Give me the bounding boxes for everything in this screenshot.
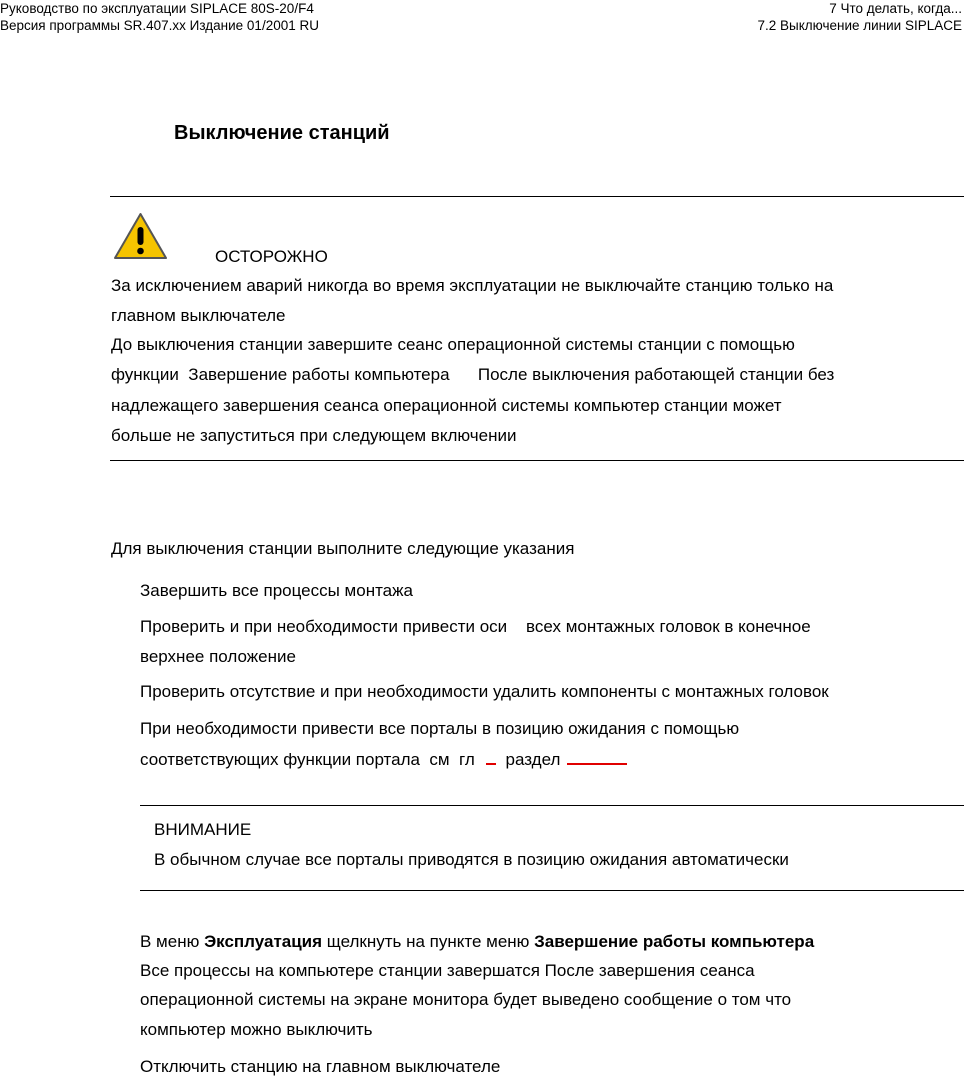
divider: [140, 890, 964, 891]
step-text: раздел: [505, 750, 561, 769]
header-version: Версия программы SR.407.xx Издание 01/2001 RU: [0, 18, 319, 33]
intro-text: Для выключения станции выполните следующие указания: [111, 539, 575, 558]
header-manual-title: Руководство по эксплуатации SIPLACE 80S-20/F4: [0, 1, 314, 16]
header-section: 7.2 Выключение линии SIPLACE: [757, 18, 962, 33]
section-ref-link[interactable]: [567, 749, 627, 765]
header-chapter: 7 Что делать, когда...: [829, 1, 962, 16]
divider: [110, 196, 964, 197]
step-item: верхнее положение: [140, 647, 296, 666]
note-text: В обычном случае все порталы приводятся в позицию ожидания автоматически: [154, 850, 789, 869]
divider: [140, 805, 964, 806]
step-item: Проверить и при необходимости привести оси всех монтажных головок в конечное: [140, 617, 811, 636]
step-item: При необходимости привести все порталы в позицию ожидания с помощью: [140, 719, 740, 738]
step-item: Завершить все процессы монтажа: [140, 581, 413, 600]
step-item: Проверить отсутствие и при необходимости удалить компоненты с монтажных головок: [140, 682, 829, 701]
caution-text: функции Завершение работы компьютера После выключения работающей станции без: [111, 365, 835, 384]
menu-item-name: Завершение работы компьютера: [534, 932, 815, 951]
note-label: ВНИМАНИЕ: [154, 820, 252, 839]
step-item: Отключить станцию на главном выключателе: [140, 1057, 501, 1076]
warning-triangle-icon: [113, 212, 168, 261]
caution-text: За исключением аварий никогда во время эксплуатации не выключайте станцию только на: [111, 276, 834, 295]
caution-text: главном выключателе: [111, 306, 286, 325]
result-text: компьютер можно выключить: [140, 1020, 373, 1039]
step-item: [140, 749, 627, 770]
caution-text: До выключения станции завершите сеанс операционной системы станции с помощью: [111, 335, 795, 354]
menu-step: В меню Эксплуатация щелкнуть на пункте меню Завершение работы компьютера: [140, 932, 815, 951]
result-text: Все процессы на компьютере станции завершатся После завершения сеанса: [140, 961, 755, 980]
menu-name: Эксплуатация: [204, 932, 323, 951]
caution-text: больше не запуститься при следующем включении: [111, 426, 517, 445]
divider: [110, 460, 964, 461]
caution-text: надлежащего завершения сеанса операционной системы компьютер станции может: [111, 396, 782, 415]
result-text: операционной системы на экране монитора будет выведено сообщение о том что: [140, 990, 792, 1009]
caution-label: ОСТОРОЖНО: [215, 247, 328, 266]
chapter-ref-link[interactable]: [486, 749, 496, 765]
step-text: соответствующих функции портала см гл: [140, 750, 475, 769]
page-title: Выключение станций: [174, 122, 390, 144]
